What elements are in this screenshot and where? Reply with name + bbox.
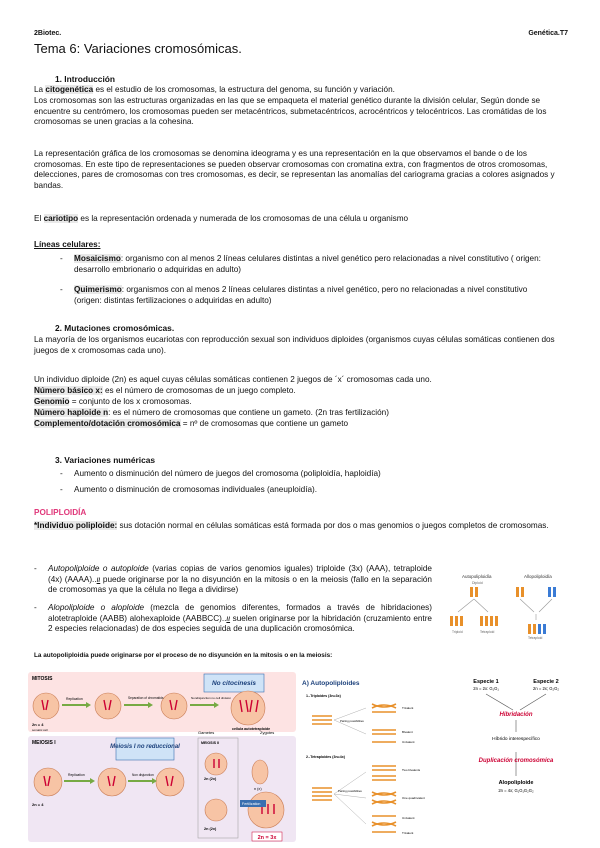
section-2-heading: 2. Mutaciones cromosómicas. — [55, 323, 175, 333]
section-1-heading: 1. Introducción — [55, 74, 116, 84]
dash-bullet: - — [60, 285, 63, 294]
fig3-trivalent: Trivalent — [402, 706, 414, 710]
header-subject: Genética.T7 — [528, 30, 568, 37]
fig1-diploid-left — [470, 587, 478, 597]
fig3-tetraploid-chromosomes — [312, 766, 396, 832]
fig3-title: A) Autopoliploides — [302, 680, 360, 687]
alopoliploide-item: Alopoliploide o aloploide (mezcla de genomios diferentes, formados a través de hibridaciones) alotetraploide (AABB) alohexaploide (AABBCC)..ιι suelen originarse por la hibridación (cruzamiento entre 2 especies relacionadas) de dos especies seguida de una duplicación cromosómica. — [48, 603, 433, 634]
variacion-item-1: Aumento o disminución del número de juegos del cromosoma (poliploidía, haploidía) — [74, 469, 381, 478]
species-2-label: Especie 2 — [533, 679, 559, 685]
fig3-pairing-1: Pairing possibilities — [340, 719, 364, 723]
fig1-allotetraploid-label: Tetraploid — [528, 636, 543, 640]
fig3-bivalent: Bivalent — [402, 730, 413, 734]
fig3-triploid-chromosomes — [312, 704, 396, 742]
section-3-heading: 3. Variaciones numéricas — [55, 455, 156, 465]
meiosis-label: MEIOSIS I — [32, 740, 56, 746]
triploid-result: 2n = 3x — [257, 835, 277, 841]
duplicacion-label: Duplicación cromosómica — [478, 758, 554, 764]
fig3-pairing-2: Pairing possibilities — [338, 789, 362, 793]
paragraph-cariotipo: El cariotipo es la representación ordenada y numerada de los cromosomas de una célula u organismo — [34, 214, 409, 223]
meiosis-2n: 2n = 4 — [32, 802, 44, 807]
paragraph-individuo-diploide: Un individuo diploide (2n) es aquel cuyas células somáticas contienen 2 juegos de ´x´ cromosomas cada uno. — [34, 375, 432, 384]
paragraph-cromosomas: Los cromosomas son las estructuras organizadas en las que se empaqueta el material genético durante la división celular, Según donde se encuentre su centrómero, los cromosomas pueden ser metacéntricos, submetacéntricos, acrocéntricos y telocéntricos. Las cromátidas de los cromosomas se unen gracias a la cohesina. — [34, 96, 547, 127]
autopoliploidia-diagram — [444, 572, 574, 640]
hibridacion-label: Hibridación — [499, 712, 533, 718]
no-citocinesis-text: No citocinesis — [211, 680, 257, 687]
alopoliploide-flow-diagram — [458, 676, 578, 826]
gametes-label: Gametes — [198, 730, 215, 735]
paragraph-citogenetica: La citogenética es el estudio de los cromosomas, la estructura del genoma, su función y variación. — [34, 85, 395, 94]
dash-bullet: - — [60, 469, 63, 478]
fig1-tetraploid — [480, 616, 498, 626]
gamete-2n-b: 2n (2x) — [204, 827, 217, 831]
autotetraploid-label: cellula autotetraploide — [232, 727, 271, 731]
fig1-arrows — [458, 599, 552, 620]
species-1-label: Especie 1 — [473, 679, 499, 685]
page-title: Tema 6: Variaciones cromosómicas. — [34, 41, 242, 56]
zygotes-label: Zygotes — [260, 730, 275, 735]
fig1-triploid — [450, 616, 463, 626]
dash-bullet: - — [60, 254, 63, 263]
meiosis-no-red-text: Meiosis I no reduccional — [110, 744, 180, 750]
variacion-item-2: Aumento o disminución de cromosomas individuales (aneuploidía). — [74, 485, 318, 494]
species-2-formula: 2n = 2x; G₂G₂ — [533, 686, 559, 691]
genomio: Genomio = conjunto de los x cromosomas. — [34, 397, 192, 406]
quimerismo-item: Quimerismo: organismos con al menos 2 líneas celulares distintas a nivel genético, pero no relacionadas a nivel constitutivo (origen: distintas fertilizaciones o adquiridas en adulto) — [74, 285, 528, 305]
nondisjunction-label: Nondisjunction no cell division — [191, 696, 232, 700]
fig1-diploid-right-a — [516, 587, 524, 597]
fig1-allotetraploid — [528, 624, 546, 634]
fig1-diploid-right-b — [548, 587, 556, 597]
mitosis-2n: 2n = 4 — [32, 722, 44, 727]
poliploidia-heading: POLIPLOIDÍA — [34, 508, 87, 517]
meiosis-ii-label: MEIOSIS II — [201, 741, 219, 745]
species-1-formula: 2n = 2x: G₁G₁ — [473, 686, 499, 691]
meiosis-nondisjunction: Non disjunction — [132, 773, 154, 777]
alopoliploide-label: Alopoliploide — [498, 780, 534, 786]
alopoliploide-formula: 2n = 4x; G₁G₁G₂G₂ — [498, 788, 534, 793]
gamete-2n-a: 2n (2x) — [204, 777, 217, 781]
fig1-tetraploid-label: Tetraploid — [480, 630, 495, 634]
complemento-dotacion: Complemento/dotación cromosómica = nº de cromosomas que contiene un gameto — [34, 419, 349, 428]
fig3-branches2 — [334, 772, 366, 824]
dash-bullet: - — [34, 603, 37, 612]
numero-haploide: Número haploide n: es el número de cromosomas que contiene un gameto. (2n tras fertilización) — [34, 408, 389, 417]
figure-caption: La autopoliploidía puede originarse por el proceso de no disyunción en la mitosis o en la meiosis: — [34, 652, 333, 659]
fig3-two-bivalents: Two bivalents — [402, 768, 421, 772]
fig1-left-label: Autopoliploidía — [462, 574, 492, 579]
replication-label: Replication — [66, 697, 83, 701]
lineas-celulares-heading: Líneas celulares: — [34, 240, 101, 249]
individuo-poliploide: *Individuo poliploide: sus dotación normal en células somáticas está formada por dos o mas genomios o juegos completos de cromosomas. — [34, 521, 549, 530]
haploid-gamete-label: n (x) — [254, 787, 262, 791]
autopoliploides-pairing-diagram — [302, 676, 454, 842]
meiosis-replication: Replication — [68, 773, 85, 777]
paragraph-ideograma: La representación gráfica de los cromosomas se denomina ideograma y es una representación en la que observamos el bande o de los cromosomas. En este tipo de representaciones se pueden observar cromosomas con cromatina extra, con fragmentos de otros cromosomas, delecciones, pares de cromosomas con tres cromosomas, es decir, se representan las anomalías del cariograma gracias a colores asignados y bandas. — [34, 149, 555, 190]
somatic-cell-label: somatic cell — [32, 728, 48, 732]
numero-basico: Número básico x: es el número de cromosomas de un juego completo. — [34, 386, 296, 395]
fig1-right-label: Allopoliploidía — [524, 574, 552, 579]
haploid-gamete — [252, 760, 268, 784]
fig3-trivalent-2: Trivalent — [402, 831, 414, 835]
fig3-tetraploides: 2.-Tetraploides (3n=4x) — [306, 755, 345, 759]
separation-label: Separation of chromatids — [128, 696, 164, 700]
hibrido-label: Híbrido interespecífico — [492, 737, 540, 742]
dash-bullet: - — [34, 564, 37, 573]
fig1-left-sub: Diploid — [472, 581, 483, 585]
no-disjunction-diagram — [28, 672, 296, 842]
header-course: 2Biotec. — [34, 30, 62, 37]
dash-bullet: - — [60, 485, 63, 494]
fertilization-label: Fertilization — [242, 802, 261, 806]
fig1-triploid-label: Triploid — [452, 630, 463, 634]
fig3-univalent: Univalent — [402, 740, 415, 744]
paragraph-diploides: La mayoría de los organismos eucariotas con reproducción sexual son individuos diploides (organismos cuyas células somáticas contienen dos juegos de x cromosomas cada uno). — [34, 335, 555, 355]
autopoliploide-item: Autopoliploide o autoploide (varias copias de varios genomios iguales) triploide (3x) (AAA), tetraploide (4x) (AAAA)..ιι puede originarse por la no disyunción en la mitosis o en la meiosis (fallo en la separación de cromosomas ya que la célula no llega a dividirse) — [48, 564, 432, 595]
mosaicismo-item: Mosaicismo: organismo con al menos 2 líneas celulares distintas a nivel genético pero relacionadas a nivel constitutivo ( origen: desarrollo embrionario o adquiridas en adulto) — [74, 254, 541, 274]
fig3-triploides: 1.-Triploides (3n=3x) — [306, 694, 341, 698]
fig3-univalent-2: Univalent — [402, 816, 415, 820]
fig3-quadrivalent: One quadrivalent — [402, 796, 425, 800]
mitosis-label: MITOSIS — [32, 676, 53, 682]
